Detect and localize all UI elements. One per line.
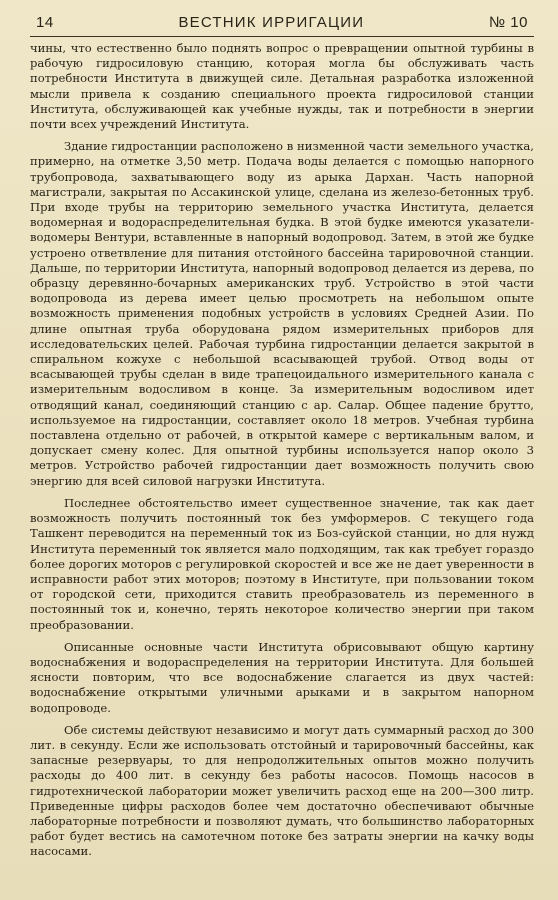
page-header <box>30 14 534 37</box>
paragraph-flow-rates: Обе системы действуют независимо и могут дать суммарный расход до 300 лит. в секунду. Если же использовать отстойный и тарировочный бассейны, как запасные резервуары, то для непродолжительных опытов можно получить расходы до 400 лит. в секунду без работы насосов. Помощь насосов в гидротехнической лаборатории может увеличить расход еще на 200—300 литр. Приведенные цифры расходов более чем достаточно обеспечивают обычные лабораторные потребности и позволяют думать, что большинство лабораторных работ будет вестись на самотечном потоке без затраты энергии на качку воды насосами. <box>30 722 534 859</box>
paragraph-water-supply: Описанные основные части Института обрисовывают общую картину водоснабжения и водораспределения на территории Института. Для большей ясности повторим, что все водоснабжение слагается из двух частей: водоснабжение открытыми уличными арыками и в закрытом напорном водопроводе. <box>30 639 534 715</box>
paragraph-continuation: чины, что естественно было поднять вопрос о превращении опытной турбины в рабочую гидросиловую станцию, которая могла бы обслуживать часть потребности Института в движущей силе. Детальная разработка изложенной мысли привела к созданию специального проекта гидросиловой станции Института, обслуживающей как учебные нужды, так и потребности в энергии почти всех учреждений Института. <box>30 41 534 132</box>
paragraph-hydrostation: Здание гидростанции расположено в низменной части земельного участка, примерно, на отметке 3,50 метр. Подача воды делается с помощью напорного трубопровода, захватывающего воду из арыка Дархан. Часть напорной магистрали, закрытая по Ассакинской улице, сделана из железо-бетонных труб. При входе трубы на территорию земельного участка Института, делается водомерная и водораспределительная будка. В этой будке имеются указатели-водомеры Вентури, вставленные в напорный водопровод. Затем, в этой же будке устроено ответвление для питания отстойного бассейна тарировочной станции. Дальше, по территории Института, напорный водопровод делается из дерева, по образцу деревянно-бочарных американских труб. Устройство в этой части водопровода из дерева имеет целью просмотреть на небольшом опыте возможность применения подобных устройств в условиях Средней Азии. По длине опытная труба оборудована рядом измерительных приборов для исследовательских целей. Рабочая турбина гидростанции делается закрытой в спиральном кожухе с небольшой всасывающей трубой. Отвод воды от всасывающей трубы сделан в виде трапецоидального измерительного канала с измерительным водосливом в конце. За измерительным водосливом идет отводящий канал, соединяющий станцию с ар. Салар. Общее падение брутто, используемое на гидростанции, составляет около 18 метров. Учебная турбина поставлена отдельно от рабочей, в открытой камере с вертикальным валом, и допускает смену колес. Для опытной турбины используется напор около 3 метров. Устройство рабочей гидростанции дает возможность получить свою энергию для всей силовой нагрузки Института. <box>30 139 534 488</box>
paragraph-direct-current: Последнее обстоятельство имеет существенное значение, так как дает возможность получить постоянный ток без умформеров. С текущего года Ташкент переводится на переменный ток из Боз-суйской станции, но для нужд Института переменный ток является мало подходящим, так как требует гораздо более дорогих моторов с регулировкой скоростей и все же не дает уверенности в исправности работ этих моторов; поэтому в Институте, при пользовании током от городской сети, приходится ставить преобразователь из переменного в постоянный ток и, конечно, терять некоторое количество энергии при таком преобразовании. <box>30 495 534 632</box>
article-body <box>30 41 534 860</box>
issue-number: № 10 <box>489 14 528 31</box>
journal-title: ВЕСТНИК ИРРИГАЦИИ <box>178 14 365 31</box>
page-number: 14 <box>36 14 54 31</box>
